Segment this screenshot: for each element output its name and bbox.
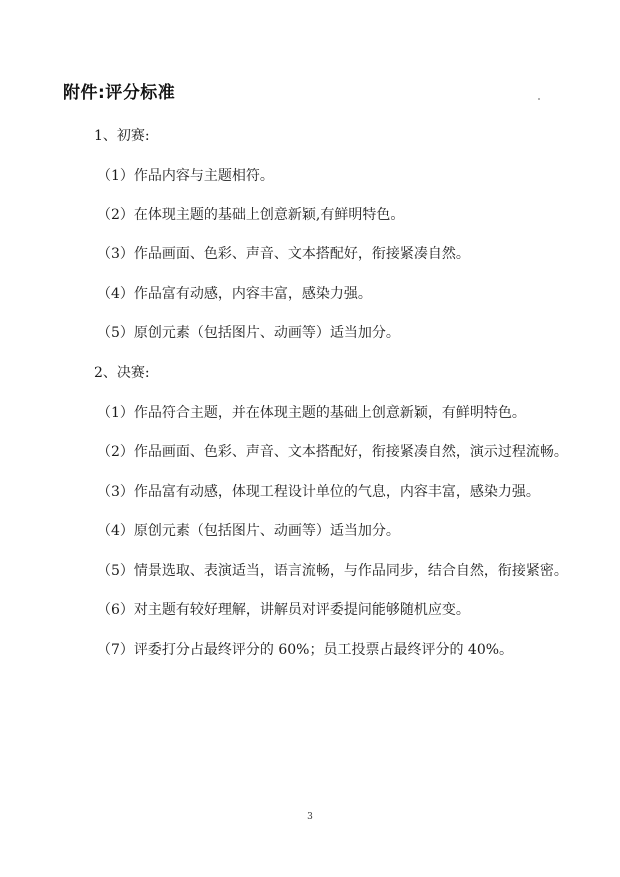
page-title: 附件:评分标准 <box>63 83 176 103</box>
criteria-item: （4）作品富有动感，内容丰富，感染力强。 <box>97 286 372 302</box>
criteria-item: （1）作品内容与主题相符。 <box>97 168 274 184</box>
section-heading-preliminary: 1、初赛: <box>94 128 150 144</box>
criteria-item: （1）作品符合主题，并在体现主题的基础上创意新颖，有鲜明特色。 <box>97 405 526 421</box>
criteria-item: （4）原创元素（包括图片、动画等）适当加分。 <box>97 523 400 539</box>
criteria-item: （3）作品画面、色彩、声音、文本搭配好，衔接紧凑自然。 <box>97 246 470 262</box>
criteria-item: （5）情景选取、表演适当，语言流畅，与作品同步，结合自然，衔接紧密。 <box>97 563 568 579</box>
criteria-item: （7）评委打分占最终评分的 60%；员工投票占最终评分的 40%。 <box>97 642 514 658</box>
page-number: 3 <box>307 812 313 822</box>
criteria-item: （6）对主题有较好理解，讲解员对评委提问能够随机应变。 <box>97 602 470 618</box>
criteria-item: （3）作品富有动感，体现工程设计单位的气息，内容丰富，感染力强。 <box>97 484 540 500</box>
criteria-item: （5）原创元素（包括图片、动画等）适当加分。 <box>97 325 400 341</box>
criteria-item: （2）在体现主题的基础上创意新颖,有鲜明特色。 <box>97 207 405 223</box>
criteria-item: （2）作品画面、色彩、声音、文本搭配好，衔接紧凑自然，演示过程流畅。 <box>97 444 568 460</box>
scan-speck <box>538 98 540 100</box>
section-heading-final: 2、决赛: <box>94 365 150 381</box>
